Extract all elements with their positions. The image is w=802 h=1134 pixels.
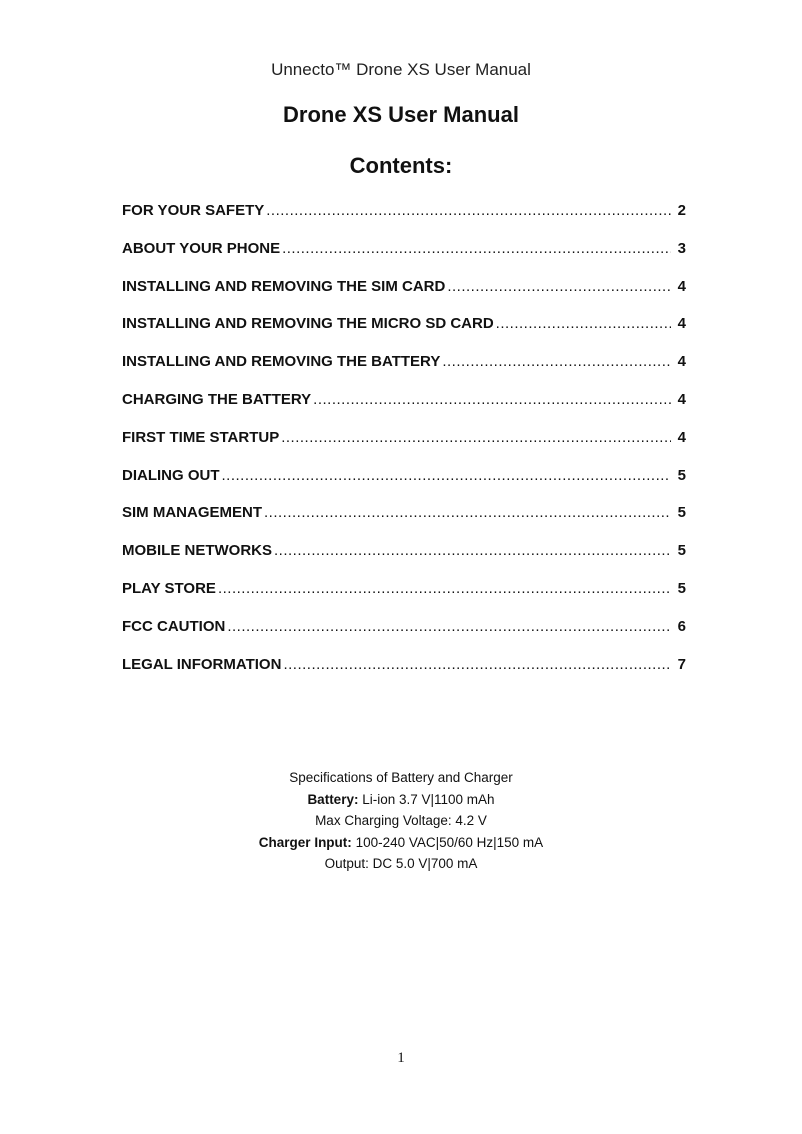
toc-entry-page: 4: [677, 315, 686, 333]
toc-dot-leader: [447, 276, 671, 298]
toc-entry-page: 5: [677, 466, 686, 484]
table-of-contents: [122, 200, 686, 691]
toc-entry-battery[interactable]: [122, 351, 686, 389]
toc-entry-sim-management[interactable]: [122, 502, 686, 540]
toc-entry-dialing-out[interactable]: [122, 465, 686, 503]
toc-entry-title: INSTALLING AND REMOVING THE SIM CARD: [122, 277, 446, 295]
toc-entry-title: CHARGING THE BATTERY: [122, 390, 312, 408]
toc-entry-title: FIRST TIME STARTUP: [122, 428, 280, 446]
specs-heading: Specifications of Battery and Charger: [289, 770, 513, 785]
toc-entry-title: PLAY STORE: [122, 579, 216, 597]
toc-entry-page: 5: [677, 504, 686, 522]
toc-dot-leader: [274, 540, 671, 562]
toc-dot-leader: [442, 351, 671, 373]
toc-dot-leader: [264, 502, 671, 524]
toc-entry-page: 7: [677, 655, 686, 673]
toc-entry-micro-sd-card[interactable]: [122, 313, 686, 351]
page-number: 1: [397, 1050, 405, 1066]
toc-entry-legal-information[interactable]: [122, 654, 686, 692]
spec-max-charging-voltage: Max Charging Voltage: 4.2 V: [315, 813, 487, 828]
toc-dot-leader: [281, 427, 671, 449]
toc-entry-page: 3: [677, 239, 686, 257]
toc-dot-leader: [218, 578, 671, 600]
toc-entry-for-your-safety[interactable]: [122, 200, 686, 238]
toc-dot-leader: [283, 654, 671, 676]
toc-entry-fcc-caution[interactable]: [122, 616, 686, 654]
toc-entry-page: 5: [677, 579, 686, 597]
toc-entry-title: MOBILE NETWORKS: [122, 542, 272, 560]
toc-entry-sim-card[interactable]: [122, 276, 686, 314]
running-header: Unnecto™ Drone XS User Manual: [271, 60, 531, 79]
toc-entry-page: 4: [677, 277, 686, 295]
toc-dot-leader: [266, 200, 671, 222]
toc-entry-title: INSTALLING AND REMOVING THE BATTERY: [122, 353, 441, 371]
toc-dot-leader: [313, 389, 671, 411]
spec-battery: [0, 789, 802, 811]
toc-entry-page: 4: [677, 428, 686, 446]
toc-entry-title: LEGAL INFORMATION: [122, 655, 282, 673]
toc-entry-first-startup[interactable]: [122, 427, 686, 465]
toc-entry-title: ABOUT YOUR PHONE: [122, 239, 281, 257]
document-title: Drone XS User Manual: [283, 102, 519, 127]
toc-entry-title: DIALING OUT: [122, 466, 220, 484]
toc-entry-page: 5: [677, 542, 686, 560]
toc-entry-page: 4: [677, 390, 686, 408]
contents-heading: Contents:: [349, 153, 453, 178]
toc-entry-charging[interactable]: [122, 389, 686, 427]
spec-charger-input: [0, 832, 802, 854]
toc-entry-page: 6: [677, 617, 686, 635]
spec-charger-label: Charger Input:: [258, 834, 352, 850]
toc-entry-title: FCC CAUTION: [122, 617, 226, 635]
toc-dot-leader: [496, 313, 671, 335]
spec-battery-value: Li-ion 3.7 V|1100 mAh: [362, 791, 495, 807]
toc-entry-page: 4: [677, 353, 686, 371]
battery-charger-specifications: [0, 767, 802, 875]
toc-entry-mobile-networks[interactable]: [122, 540, 686, 578]
toc-entry-title: FOR YOUR SAFETY: [122, 202, 265, 219]
toc-dot-leader: [227, 616, 671, 638]
toc-entry-about-your-phone[interactable]: [122, 238, 686, 276]
spec-output: Output: DC 5.0 V|700 mA: [324, 856, 478, 871]
toc-dot-leader: [282, 238, 671, 260]
toc-dot-leader: [222, 465, 672, 487]
toc-entry-page: 2: [677, 202, 686, 219]
toc-entry-title: INSTALLING AND REMOVING THE MICRO SD CARD: [122, 315, 494, 333]
toc-entry-play-store[interactable]: [122, 578, 686, 616]
toc-entry-title: SIM MANAGEMENT: [122, 504, 262, 522]
spec-charger-value: 100-240 VAC|50/60 Hz|150 mA: [355, 834, 544, 850]
spec-battery-label: Battery:: [307, 791, 359, 807]
